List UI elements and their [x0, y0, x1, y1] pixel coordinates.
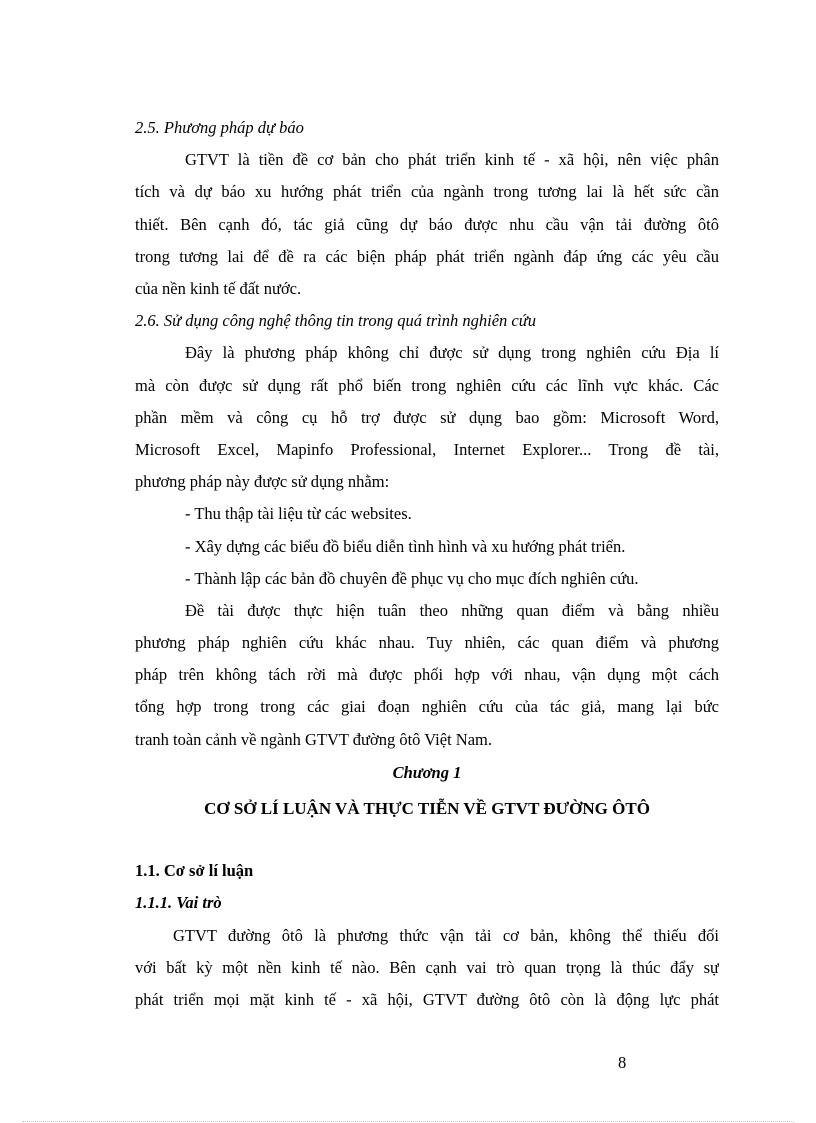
- paragraph-line: pháp trên không tách rời mà được phối hợp với nhau, vận dụng một cách: [135, 665, 719, 685]
- section-heading-2-5: 2.5. Phương pháp dự báo: [135, 118, 304, 137]
- bullet-item: - Xây dựng các biểu đồ biểu diễn tình hình và xu hướng phát triển.: [185, 536, 626, 556]
- chapter-title: CƠ SỞ LÍ LUẬN VÀ THỰC TIỄN VỀ GTVT ĐƯỜNG ÔTÔ: [204, 799, 650, 819]
- paragraph-line: GTVT đường ôtô là phương thức vận tải cơ bản, không thể thiếu đối: [173, 925, 719, 945]
- paragraph-line: mà còn được sử dụng rất phổ biến trong nghiên cứu các lĩnh vực khác. Các: [135, 375, 719, 395]
- paragraph-line: Đây là phương pháp không chỉ được sử dụng trong nghiên cứu Địa lí: [185, 343, 719, 363]
- spacer: [135, 825, 719, 855]
- subsection-heading-1-1-1: 1.1.1. Vai trò: [135, 893, 222, 913]
- section-heading-1-1: 1.1. Cơ sở lí luận: [135, 861, 254, 881]
- paragraph-line: tổng hợp trong trong các giai đoạn nghiên cứu của tác giả, mang lại bức: [135, 697, 719, 717]
- paragraph-line: thiết. Bên cạnh đó, tác giả cũng dự báo được nhu cầu vận tải đường ôtô: [135, 214, 719, 234]
- page-number: 8: [618, 1053, 627, 1072]
- section-heading-2-6: 2.6. Sử dụng công nghệ thông tin trong quá trình nghiên cứu: [135, 311, 536, 331]
- paragraph-line: phương pháp này được sử dụng nhằm:: [135, 472, 390, 492]
- paragraph-line: Đề tài được thực hiện tuân theo những quan điểm và bằng nhiều: [185, 600, 719, 620]
- paragraph-line: với bất kỳ một nền kinh tế nào. Bên cạnh vai trò quan trọng là thúc đẩy sự: [135, 957, 719, 977]
- page-bottom-border: [22, 1121, 794, 1122]
- bullet-item: - Thu thập tài liệu từ các websites.: [185, 504, 412, 524]
- paragraph-line: tích và dự báo xu hướng phát triển của ngành trong tương lai là hết sức cần: [135, 182, 719, 202]
- paragraph-line: trong tương lai để đề ra các biện pháp phát triển ngành đáp ứng các yêu cầu: [135, 246, 719, 266]
- paragraph-line: của nền kinh tế đất nước.: [135, 278, 302, 298]
- paragraph-line: Microsoft Excel, Mapinfo Professional, Internet Explorer... Trong đề tài,: [135, 439, 719, 459]
- paragraph-line: phương pháp nghiên cứu khác nhau. Tuy nhiên, các quan điểm và phương: [135, 633, 719, 653]
- paragraph-line: phần mềm và công cụ hỗ trợ được sử dụng bao gồm: Microsoft Word,: [135, 407, 719, 427]
- paragraph-line: phát triển mọi mặt kinh tế - xã hội, GTVT đường ôtô còn là động lực phát: [135, 990, 719, 1010]
- bullet-item: - Thành lập các bản đồ chuyên đề phục vụ cho mục đích nghiên cứu.: [185, 568, 639, 588]
- paragraph-line: GTVT là tiền đề cơ bản cho phát triển kinh tế - xã hội, nên việc phân: [185, 150, 719, 170]
- paragraph-line: tranh toàn cảnh về ngành GTVT đường ôtô Việt Nam.: [135, 729, 492, 749]
- chapter-label: Chương 1: [392, 762, 462, 782]
- document-page: [135, 112, 719, 1016]
